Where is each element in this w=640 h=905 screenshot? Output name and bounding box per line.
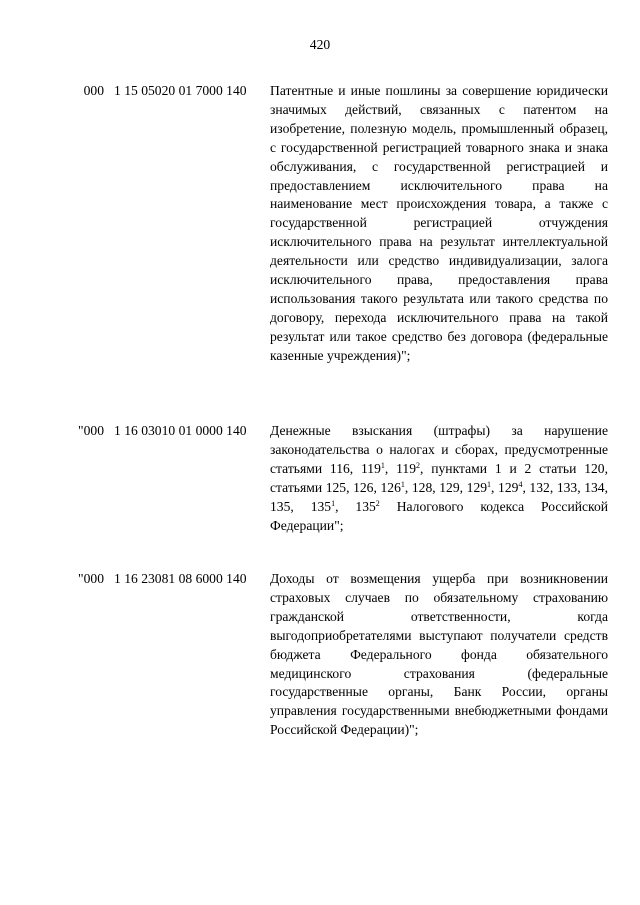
superscript: 4 — [518, 479, 523, 489]
description-text: , 128, 129, 129 — [404, 479, 488, 495]
description-text: Денежные взыскания (штрафы) за нарушение законодательства о налогах и сборах, предусмотренные статьями 116, 119 — [270, 423, 608, 476]
page-number: 420 — [309, 37, 331, 52]
revenue-description — [270, 422, 608, 535]
admin-code: "000 — [78, 571, 104, 586]
revenue-description: Доходы от возмещения ущерба при возникновении страховых случаев по обязательному страхованию гражданской ответственности, когда выгодоприобретателями выступают получатели средств бюджета Федерального фонда обязательного медицинского страхования (федеральные государственные органы, Банк России, органы управления государственными внебюджетными фондами Российской Федерации)"; — [270, 571, 608, 738]
revenue-code: 1 16 03010 01 0000 140 — [114, 423, 247, 438]
description-text: , 132, 133, 134, 135, 135 — [270, 479, 609, 514]
superscript: 2 — [375, 498, 380, 508]
description-text: , 135 — [335, 498, 376, 514]
description-text: , 129 — [491, 479, 519, 495]
description-text: , 119 — [384, 460, 417, 476]
revenue-code: 1 15 05020 01 7000 140 — [114, 83, 247, 98]
admin-code: 000 — [83, 83, 104, 98]
description-text: , пунктами 1 и 2 статьи 120, статьями 125, 126, 126 — [270, 460, 608, 495]
revenue-description: Патентные и иные пошлины за совершение юридически значимых действий, связанных с патентом на изобретение, полезную модель, промышленный образец, с государственной регистрацией товарного знака и знака обслуживания, с государственной регистрацией и предоставлением исключительного права на наименование мест происхождения товара, а также с государственной регистрацией отчуждения исключительного права на результат интеллектуальной деятельности или средство индивидуализации, залога исключительного права, предоставления права использования такого результата или такого средства по договору, перехода исключительного права на такой результат или такое средство без договора (федеральные казенные учреждения)"; — [270, 83, 608, 363]
superscript: 1 — [380, 460, 385, 470]
admin-code: "000 — [78, 423, 104, 438]
revenue-code: 1 16 23081 08 6000 140 — [114, 571, 247, 586]
description-text: Налогового кодекса Российской Федерации"; — [270, 498, 609, 533]
superscript: 1 — [487, 479, 492, 489]
superscript: 1 — [400, 479, 405, 489]
superscript: 2 — [416, 460, 421, 470]
superscript: 1 — [331, 498, 336, 508]
